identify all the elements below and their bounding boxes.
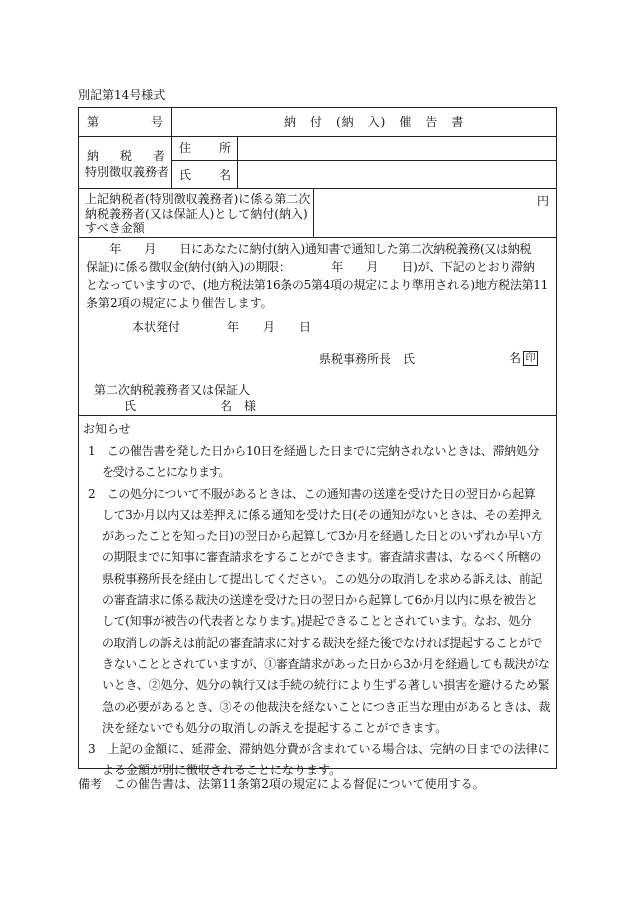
notice-form xyxy=(78,107,557,778)
issue-date: 年 月 日 xyxy=(227,320,312,334)
rule-notice xyxy=(79,415,556,416)
rule-address xyxy=(171,160,556,161)
office-label: 県税事務所長 氏 xyxy=(319,352,416,366)
special-collector-label: 特別徴収義務者 xyxy=(85,165,170,179)
rule-header xyxy=(79,136,556,137)
recipient-name-line: 氏 名 様 xyxy=(124,399,257,413)
col-label-divider xyxy=(237,136,238,188)
address-label: 住 所 xyxy=(179,141,231,155)
number-label: 第 号 xyxy=(87,115,163,129)
issue-label: 本状発付 xyxy=(132,320,181,334)
notice-text: 年 月 日にあなたに納付(納入)通知書で通知した第二次納税義務(又は納税 保証)に係る徴収金(納付(納入)の期限： 年 月 日)が、下記のとおり滞納 となっていますので、(地方税法第16条の5第4項の規定により準用される)地方税法第11 条第2項の規定により催告します。 xyxy=(86,242,548,310)
name-value[interactable] xyxy=(245,168,545,182)
rule-amount xyxy=(79,237,556,238)
form-title: 納 付 (納 入) 催 告 書 xyxy=(284,115,465,129)
remarks: 備考 この催告書は、法第11条第2項の規定による督促について使用する。 xyxy=(78,777,485,791)
recipient-label: 第二次納税義務者又は保証人 xyxy=(94,383,251,397)
taxpayer-label: 納 税 者 xyxy=(87,149,165,163)
name-label: 氏 名 xyxy=(179,168,231,182)
office-name-suffix: 名 印 xyxy=(509,351,538,366)
rule-taxpayer xyxy=(79,188,556,189)
col-amount-divider xyxy=(313,188,314,237)
info-heading: お知らせ xyxy=(83,422,131,436)
amount-unit: 円 xyxy=(537,194,550,208)
col-number-divider xyxy=(171,108,172,188)
seal-mark: 印 xyxy=(523,351,538,366)
amount-label: 上記納税者(特別徴収義務者)に係る第二次 納税義務者(又は保証人)として納付(納入) すべき金額 xyxy=(85,192,311,235)
address-value[interactable] xyxy=(245,141,545,155)
form-id: 別記第14号様式 xyxy=(78,88,166,102)
info-text: 1 この催告書を発した日から10日を経過した日までに完納されないときは、滞納処分 を受けることになります。 2 この処分について不服があるときは、この通知書の送達を受けた日の翌日から起算 して3か月以内又は差押えに係る通知を受けた日(その通知がないときは、その差押え があったことを知った日)の翌日から起算して3か月を経過した日とのいずれか早い方 の期限までに知事に審査請求をすることができます。審査請求書は、なるべく所轄の 県税事務所長を経由して提出してください。この処分の取消しを求める訴えは、前記 の審査請求に係る裁決の送達を受けた日の翌日から起算して6か月以内に県を被告と して(知事が被告の代表者となります。)提起できることとされています。なお、処分 の取消しの訴えは前記の審査請求に対する裁決を経た後でなければ提起することがで きないこととされていますが、①審査請求があった日から3か月を経過しても裁決がな いとき、②処分、処分の執行又は手続の続行により生ずる著しい損害を避けるため緊 急の必要があるとき、③その他裁決を経ないことにつき正当な理由があるときは、裁 決を経ないでも処分の取消しの訴えを提起することができます。 3 上記の金額に、延滞金、滞納処分費が含まれている場合は、完納の日までの法律に よる金額が別に徴収されることになります。 xyxy=(88,444,551,778)
